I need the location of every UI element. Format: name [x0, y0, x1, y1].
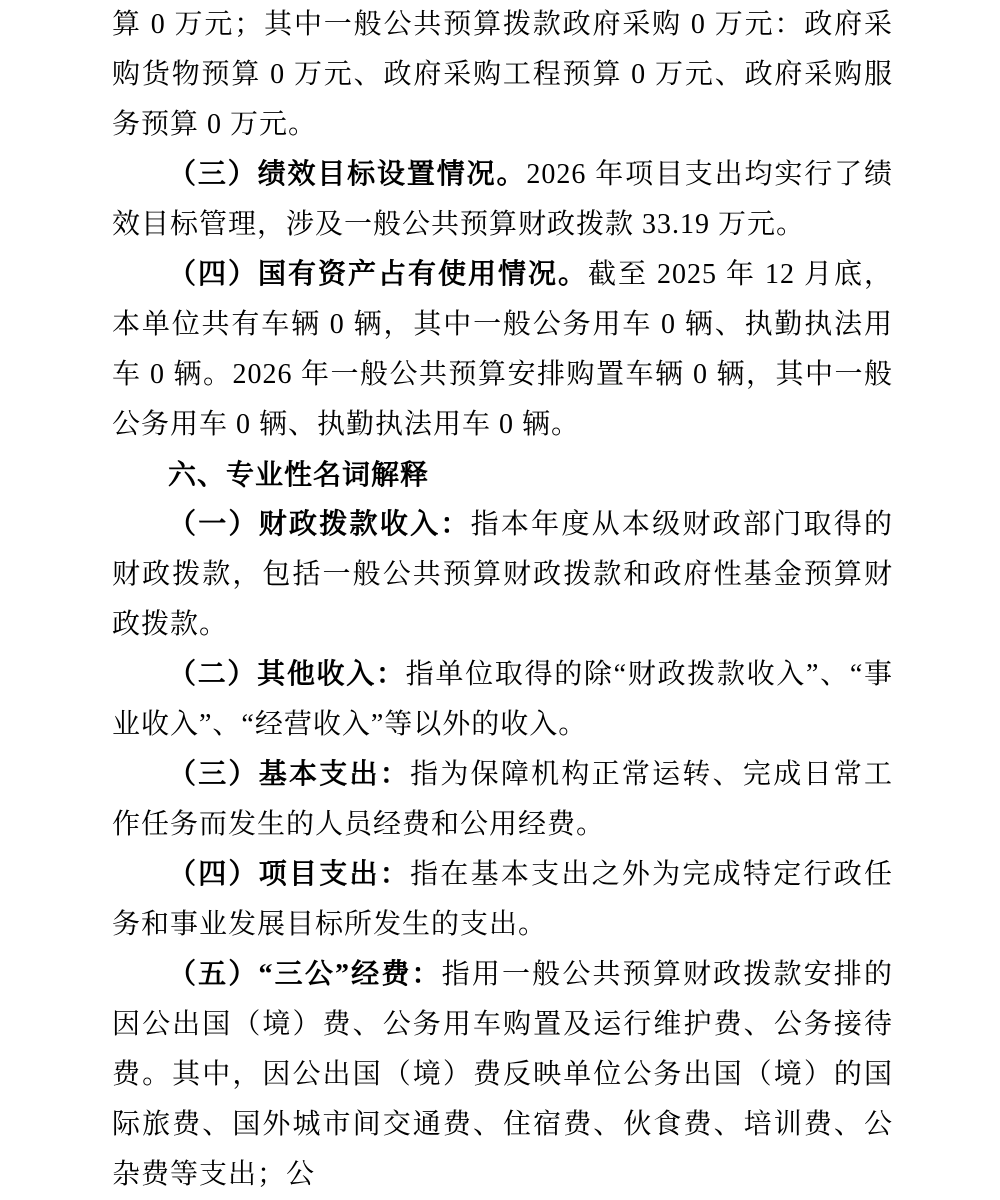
text-run: 指单位取得的除“财政拨款收入”、“事业收入”、“经营收入”等以外的收入。 [112, 659, 893, 740]
term-label: （二）其他收入： [168, 659, 406, 690]
text-run: 指在基本支出之外为完成特定行政任务和事业发展目标所发生的支出。 [112, 859, 893, 940]
document-body [112, 0, 893, 1200]
term-label: （三）绩效目标设置情况。 [168, 159, 527, 190]
text-run: 指为保障机构正常运转、完成日常工作任务而发生的人员经费和公用经费。 [112, 759, 893, 840]
paragraph [112, 500, 893, 650]
paragraph [112, 250, 893, 450]
paragraph [112, 650, 893, 750]
term-label: （五）“三公”经费： [168, 959, 442, 990]
text-run: 指用一般公共预算财政拨款安排的因公出国（境）费、公务用车购置及运行维护费、公务接待费。其中，因公出国（境）费反映单位公务出国（境）的国际旅费、国外城市间交通费、住宿费、伙食费、培训费、公杂费等支出；公 [112, 959, 893, 1190]
paragraph [112, 850, 893, 950]
term-label: （一）财政拨款收入： [168, 509, 471, 540]
paragraph [112, 950, 893, 1200]
term-label: （四）项目支出： [168, 859, 411, 890]
paragraph [112, 150, 893, 250]
paragraph [112, 0, 893, 150]
section-heading [112, 450, 893, 500]
term-label: （四）国有资产占有使用情况。 [168, 259, 588, 290]
term-label: （三）基本支出： [168, 759, 411, 790]
text-run: 2026 年项目支出均实行了绩效目标管理，涉及一般公共预算财政拨款 33.19 万元。 [112, 159, 893, 240]
text-run: 截至 2025 年 12 月底，本单位共有车辆 0 辆，其中一般公务用车 0 辆、执勤执法用车 0 辆。2026 年一般公共预算安排购置车辆 0 辆，其中一般公务用车 0 辆、执勤执法用车 0 辆。 [112, 259, 893, 440]
paragraph [112, 750, 893, 850]
text-run: 指本年度从本级财政部门取得的财政拨款，包括一般公共预算财政拨款和政府性基金预算财政拨款。 [112, 509, 893, 640]
term-label: 六、专业性名词解释 [168, 459, 430, 490]
text-run: 算 0 万元；其中一般公共预算拨款政府采购 0 万元：政府采购货物预算 0 万元、政府采购工程预算 0 万元、政府采购服务预算 0 万元。 [112, 9, 893, 140]
